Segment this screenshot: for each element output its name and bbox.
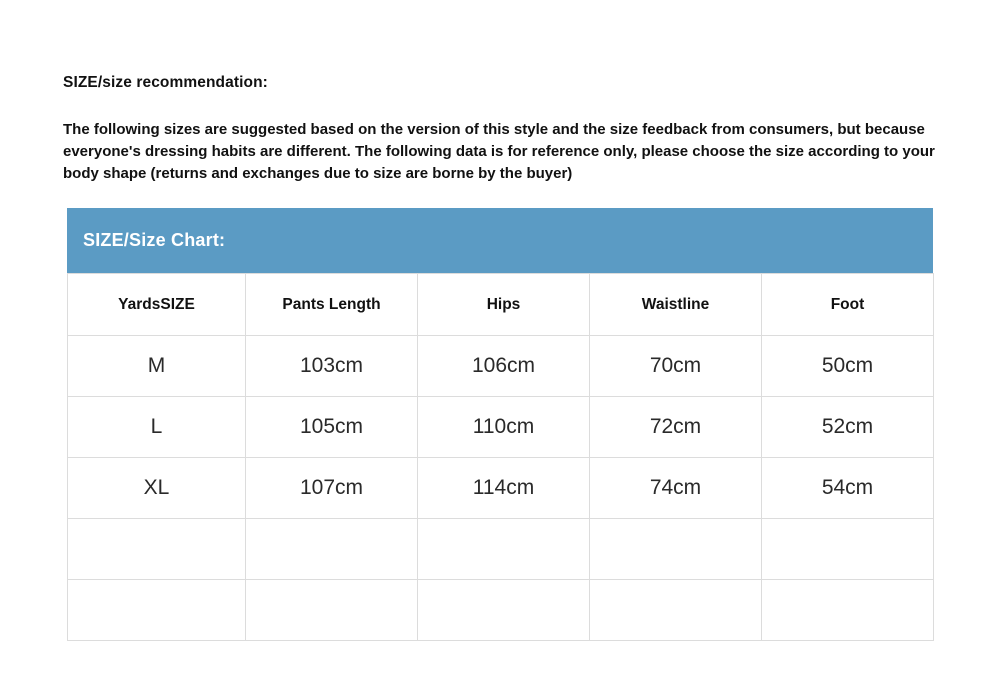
intro-paragraph: The following sizes are suggested based on the version of this style and the size feedback from consumers, but because everyone's dressing habits are different. The following data is for reference only, please choose the size according to your body shape (returns and exchanges due to size are borne by the buyer): [63, 121, 935, 182]
table-cell: 106cm: [418, 336, 590, 397]
table-cell: [68, 580, 246, 641]
size-chart-container: [67, 208, 933, 641]
table-cell: 105cm: [246, 397, 418, 458]
table-cell: [246, 580, 418, 641]
table-cell: 110cm: [418, 397, 590, 458]
table-row: [68, 580, 934, 641]
table-cell: 50cm: [762, 336, 934, 397]
table-header-cell: Waistline: [590, 274, 762, 336]
table-row: [68, 458, 934, 519]
table-cell: [418, 580, 590, 641]
table-cell: 54cm: [762, 458, 934, 519]
table-cell: 52cm: [762, 397, 934, 458]
table-header-cell: Pants Length: [246, 274, 418, 336]
size-table: [67, 273, 934, 641]
table-cell: [762, 580, 934, 641]
table-header-cell: YardsSIZE: [68, 274, 246, 336]
table-row: [68, 519, 934, 580]
table-cell: M: [68, 336, 246, 397]
table-cell: 72cm: [590, 397, 762, 458]
table-cell: [762, 519, 934, 580]
table-cell: 114cm: [418, 458, 590, 519]
table-cell: [418, 519, 590, 580]
table-cell: [246, 519, 418, 580]
size-chart-title: SIZE/Size Chart:: [67, 208, 933, 273]
table-cell: 74cm: [590, 458, 762, 519]
table-cell: [590, 580, 762, 641]
table-cell: [68, 519, 246, 580]
table-header-cell: Hips: [418, 274, 590, 336]
table-row: [68, 336, 934, 397]
table-header-row: [68, 274, 934, 336]
table-cell: 107cm: [246, 458, 418, 519]
table-row: [68, 397, 934, 458]
table-cell: XL: [68, 458, 246, 519]
table-cell: 70cm: [590, 336, 762, 397]
table-cell: L: [68, 397, 246, 458]
table-header-cell: Foot: [762, 274, 934, 336]
table-cell: [590, 519, 762, 580]
page-title: SIZE/size recommendation:: [63, 74, 268, 91]
table-cell: 103cm: [246, 336, 418, 397]
